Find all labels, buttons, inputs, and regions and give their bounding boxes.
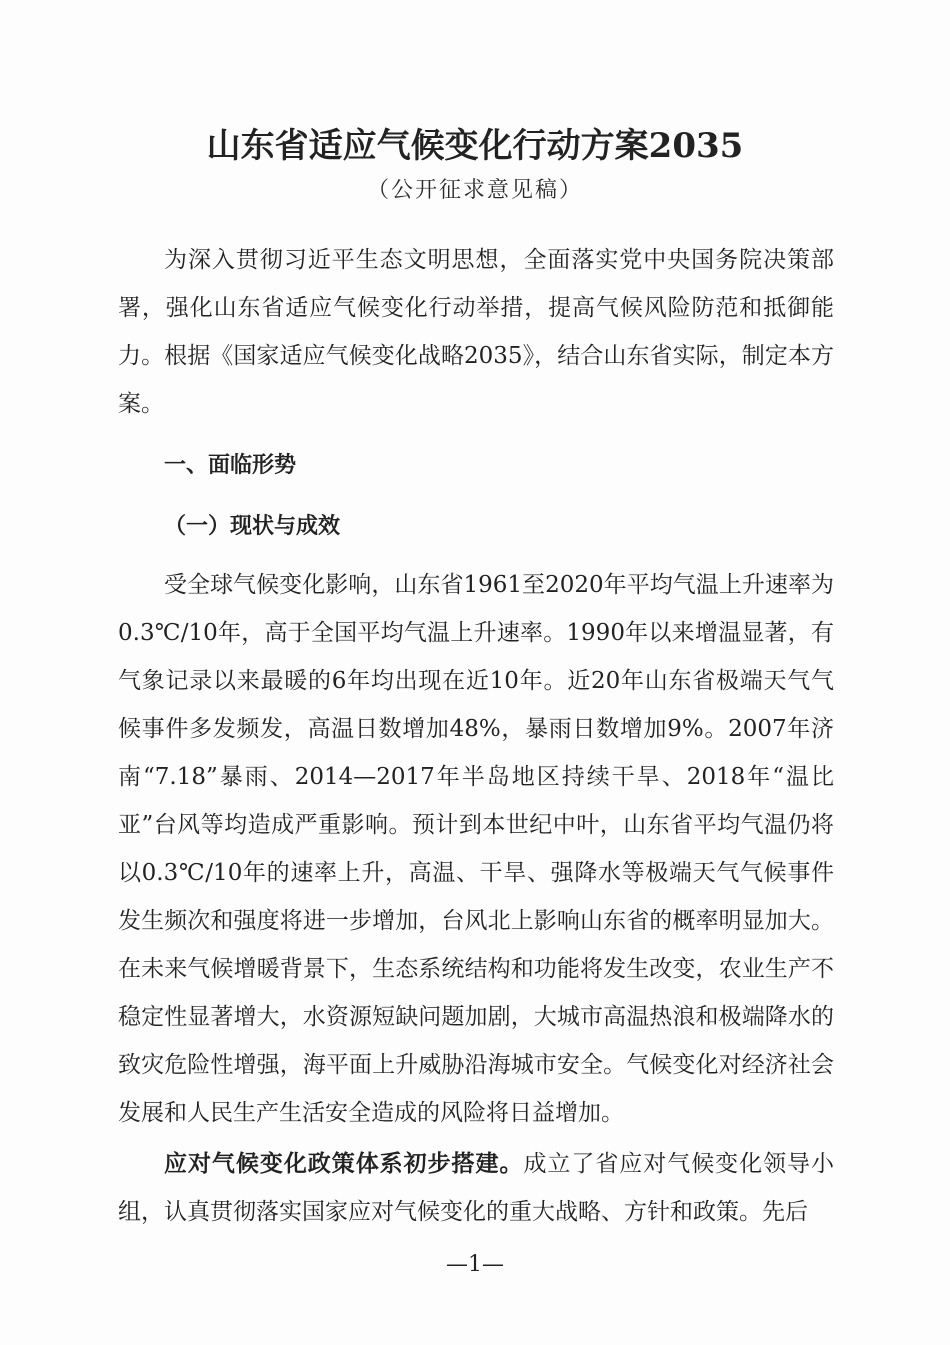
page-number: —1—	[446, 1252, 504, 1277]
subsection-heading-status: （一）现状与成效	[164, 514, 341, 539]
section-heading-situation: 一、面临形势	[164, 453, 297, 478]
document-subtitle: （公开征求意见稿）	[366, 178, 583, 203]
policy-paragraph	[118, 1140, 834, 1236]
document-title: 山东省适应气候变化行动方案2035	[206, 126, 744, 166]
intro-paragraph: 为深入贯彻习近平生态文明思想，全面落实党中央国务院决策部署，强化山东省适应气候变化行动举措，提高气候风险防范和抵御能力。根据《国家适应气候变化战略2035》，结合山东省实际，制定本方案。	[118, 247, 834, 417]
policy-lead: 应对气候变化政策体系初步搭建。	[164, 1150, 524, 1177]
situation-paragraph: 受全球气候变化影响，山东省1961至2020年平均气温上升速率为0.3℃/10年，高于全国平均气温上升速率。1990年以来增温显著，有气象记录以来最暖的6年均出现在近10年。近20年山东省极端天气气候事件多发频发，高温日数增加48%，暴雨日数增加9%。2007年济南“7.18”暴雨、2014—2017年半岛地区持续干旱、2018年“温比亚”台风等均造成严重影响。预计到本世纪中叶，山东省平均气温仍将以0.3℃/10年的速率上升，高温、干旱、强降水等极端天气气候事件发生频次和强度将进一步增加，台风北上影响山东省的概率明显加大。在未来气候增暖背景下，生态系统结构和功能将发生改变，农业生产不稳定性显著增大，水资源短缺问题加剧，大城市高温热浪和极端降水的致灾危险性增强，海平面上升威胁沿海城市安全。气候变化对经济社会发展和人民生产生活安全造成的风险将日益增加。	[118, 572, 834, 1126]
policy-text: 成立了省应对气候变化领导小组，认真贯彻落实国家应对气候变化的重大战略、方针和政策。先后	[118, 1151, 835, 1225]
